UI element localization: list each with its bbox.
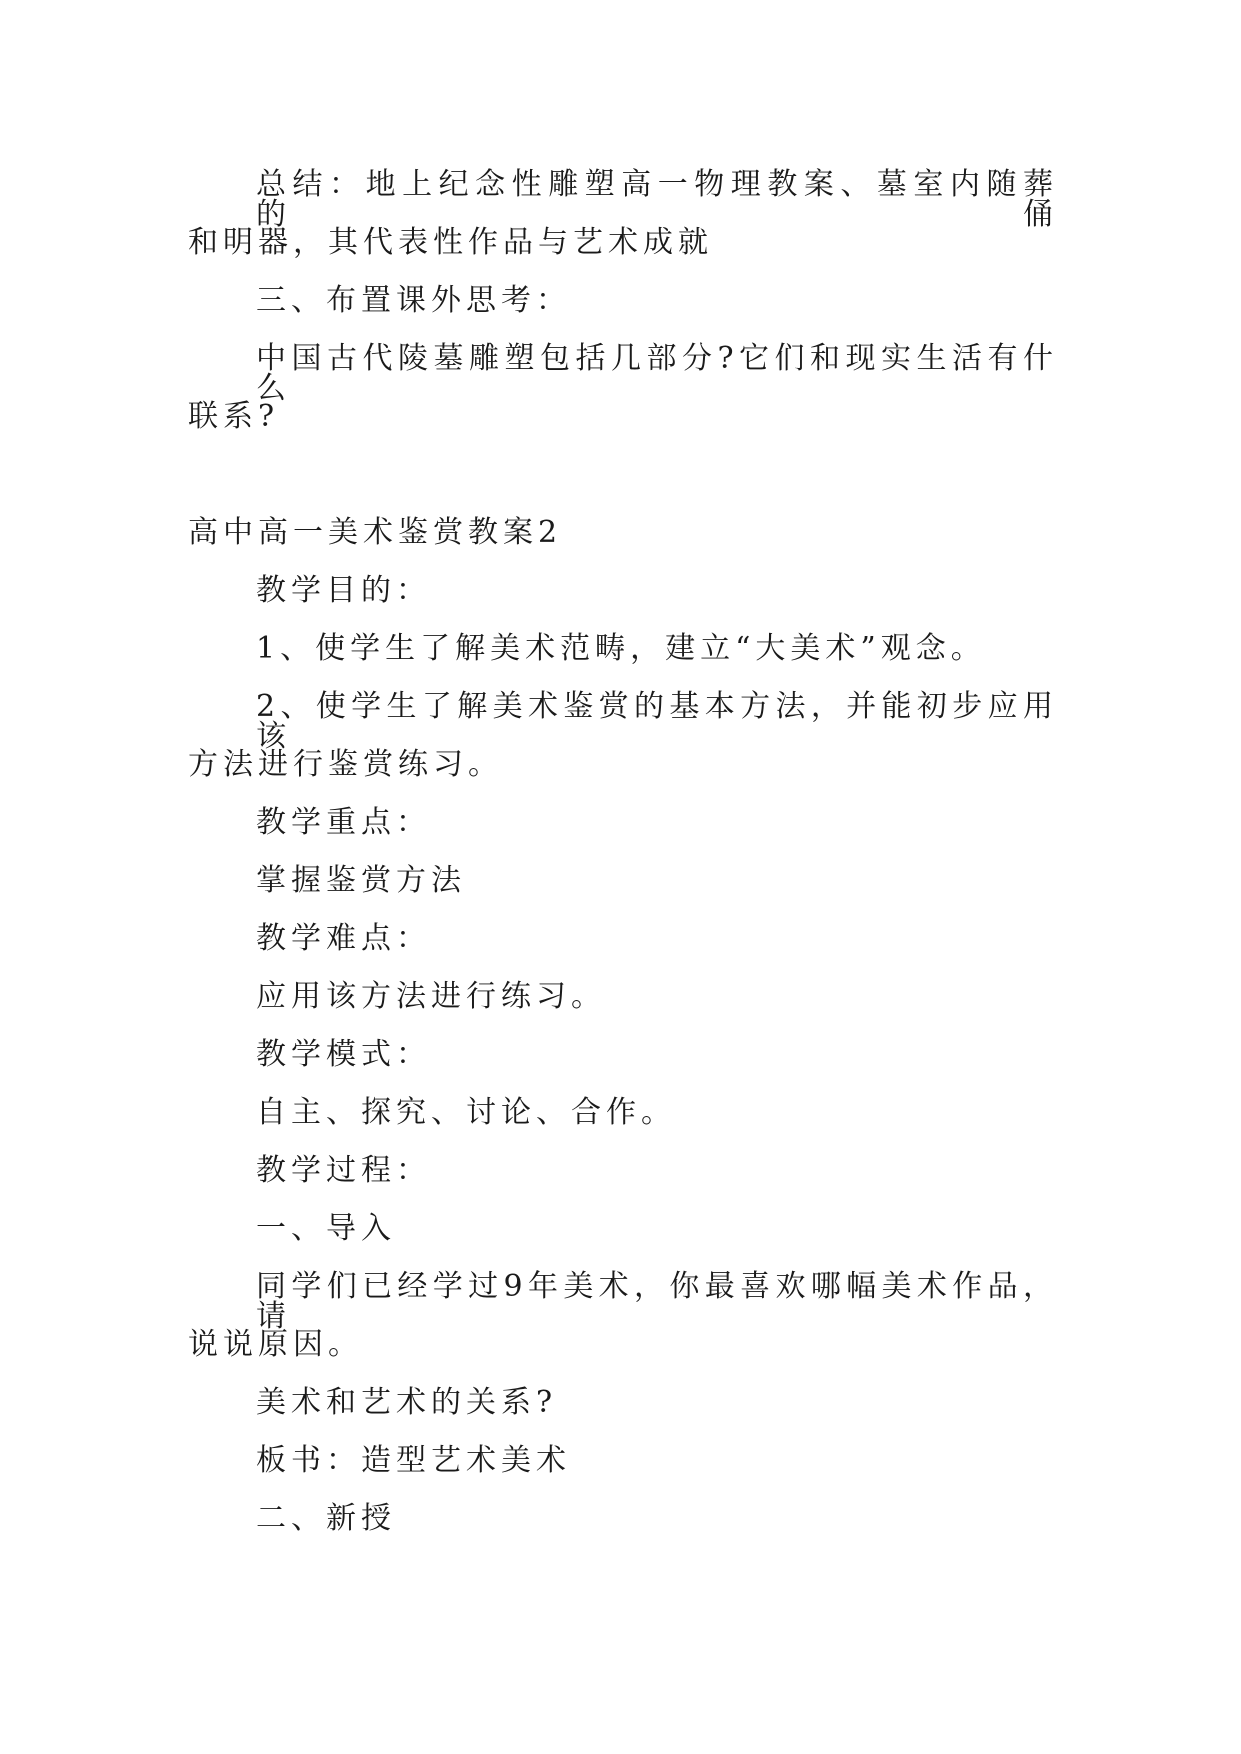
paragraph-line: 和明器，其代表性作品与艺术成就 [188, 225, 713, 260]
section-heading: 教学模式： [256, 1037, 431, 1072]
section-heading: 教学过程： [256, 1153, 431, 1188]
paragraph-line: 同学们已经学过9年美术，你最喜欢哪幅美术作品，请 [256, 1269, 1058, 1334]
paragraph-line: 掌握鉴赏方法 [256, 863, 466, 898]
paragraph-line: 自主、探究、讨论、合作。 [256, 1095, 676, 1130]
paragraph-line: 应用该方法进行练习。 [256, 979, 606, 1014]
section-heading: 教学难点： [256, 921, 431, 956]
document-title: 高中高一美术鉴赏教案2 [188, 515, 563, 550]
section-heading: 二、新授 [256, 1501, 396, 1536]
section-heading: 三、布置课外思考： [256, 283, 571, 318]
paragraph-line: 说说原因。 [188, 1327, 363, 1362]
paragraph-line: 方法进行鉴赏练习。 [188, 747, 503, 782]
paragraph-line: 总结：地上纪念性雕塑高一物理教案、墓室内随葬的俑 [256, 167, 1058, 232]
paragraph-line: 美术和艺术的关系? [256, 1385, 558, 1420]
paragraph-line: 联系? [188, 399, 280, 434]
paragraph-line: 板书：造型艺术美术 [256, 1443, 571, 1478]
list-item: 2、使学生了解美术鉴赏的基本方法，并能初步应用该 [256, 689, 1058, 754]
section-heading: 教学重点： [256, 805, 431, 840]
paragraph-line: 中国古代陵墓雕塑包括几部分?它们和现实生活有什么 [256, 341, 1058, 406]
list-item: 1、使学生了解美术范畴，建立“大美术”观念。 [256, 631, 986, 666]
section-heading: 教学目的： [256, 573, 431, 608]
section-heading: 一、导入 [256, 1211, 396, 1246]
